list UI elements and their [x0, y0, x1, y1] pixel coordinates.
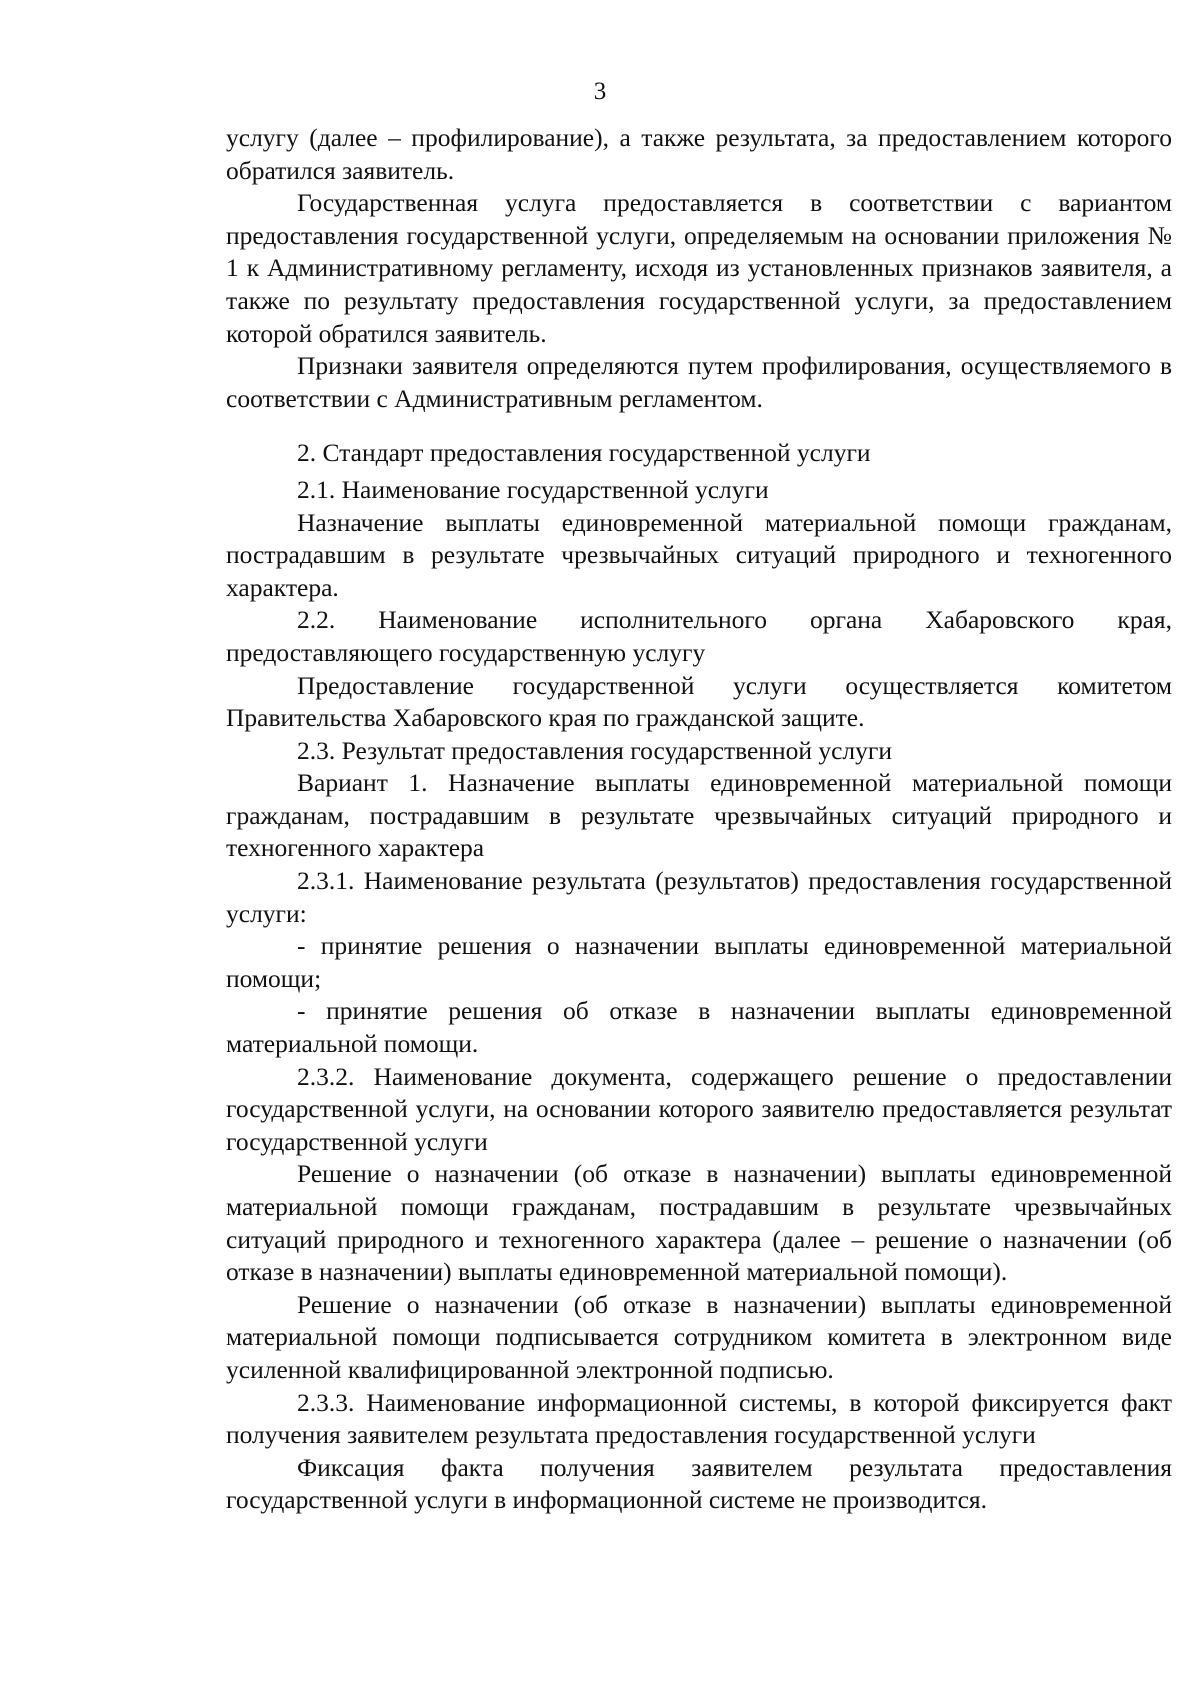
paragraph-2-3: Вариант 1. Назначение выплаты единовременной материальной помощи гражданам, пострадавшим в результате чрезвычайных ситуаций природного и техногенного характера [226, 768, 1172, 863]
paragraph-decision-definition: Решение о назначении (об отказе в назначении) выплаты единовременной материальной помощи гражданам, пострадавшим в результате чрезвычайных ситуаций природного и техногенного характера (далее – решение о назначении (об отказе в назначении) выплаты единовременной материальной помощи). [226, 1159, 1172, 1287]
spacer [226, 415, 1172, 437]
paragraph-2-3-1: 2.3.1. Наименование результата (результатов) предоставления государственной услуги: [226, 866, 1172, 928]
paragraph-service-variant: Государственная услуга предоставляется в соответствии с вариантом предоставления государственной услуги, определяемым на основании приложения № 1 к Административному регламенту, исходя из установленных признаков заявителя, а также по результату предоставления государственной услуги, за предоставлением которой обратился заявитель. [226, 188, 1172, 348]
paragraph-2-3-3: 2.3.3. Наименование информационной системы, в которой фиксируется факт получения заявителем результата предоставления государственной услуги [226, 1387, 1172, 1450]
paragraph-2-2: Предоставление государственной услуги осуществляется комитетом Правительства Хабаровского края по гражданской защите. [226, 670, 1172, 733]
paragraph-continuation: услугу (далее – профилирование), а также результата, за предоставлением которого обратился заявитель. [226, 123, 1172, 185]
subsection-heading-2-1: 2.1. Наименование государственной услуги [297, 474, 769, 504]
paragraph-2-3-2: 2.3.2. Наименование документа, содержащего решение о предоставлении государственной услуги, на основании которого заявителю предоставляется результат государственной услуги [226, 1061, 1172, 1156]
paragraph-decision-signature: Решение о назначении (об отказе в назначении) выплаты единовременной материальной помощи подписывается сотрудником комитета в электронном виде усиленной квалифицированной электронной подписью. [226, 1289, 1172, 1384]
list-item-decision-grant: - принятие решения о назначении выплаты единовременной материальной помощи; [226, 931, 1172, 993]
list-item-decision-refuse: - принятие решения об отказе в назначении выплаты единовременной материальной помощи. [226, 996, 1172, 1059]
paragraph-applicant-features: Признаки заявителя определяются путем профилирования, осуществляемого в соответствии с Административным регламентом. [226, 351, 1172, 413]
page-number: 3 [593, 78, 607, 105]
subsection-heading-2-2: 2.2. Наименование исполнительного органа Хабаровского края, предоставляющего государственную услугу [226, 605, 1172, 667]
paragraph-2-1: Назначение выплаты единовременной материальной помощи гражданам, пострадавшим в результате чрезвычайных ситуаций природного и техногенного характера. [226, 507, 1172, 602]
paragraph-fixation: Фиксация факта получения заявителем результата предоставления государственной услуги в информационной системе не производится. [226, 1452, 1172, 1515]
section-heading-2: 2. Стандарт предоставления государственной услуги [297, 438, 871, 468]
document-body [226, 122, 1172, 1517]
subsection-heading-2-3: 2.3. Результат предоставления государственной услуги [297, 735, 893, 765]
